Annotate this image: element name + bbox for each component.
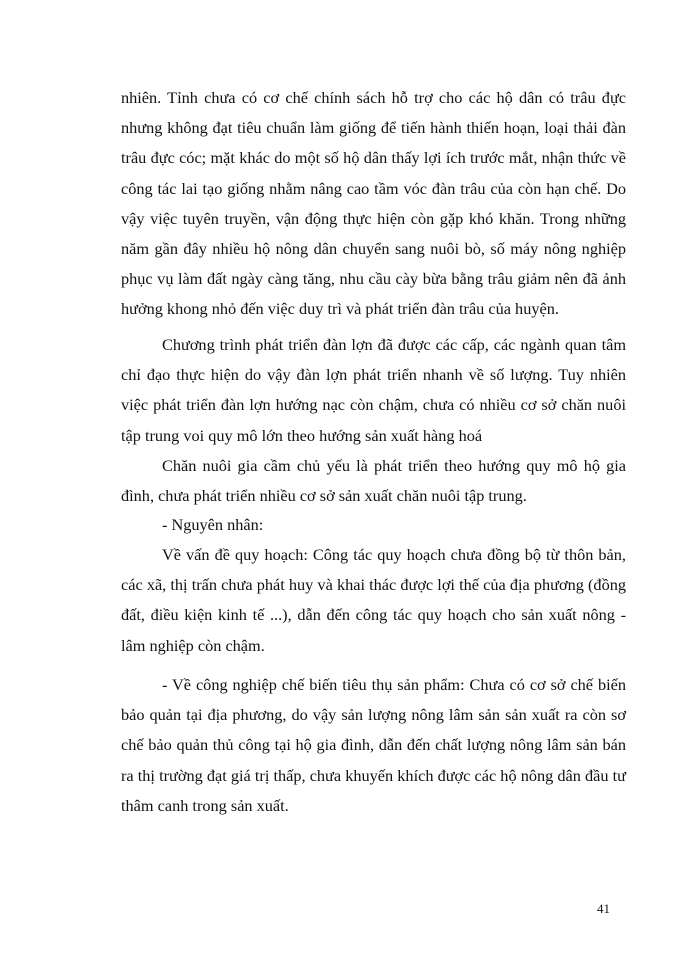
- paragraph-poultry: Chăn nuôi gia cầm chủ yếu là phát triển theo hướng quy mô hộ gia đình, chưa phát triển nhiều cơ sở sản xuất chăn nuôi tập trung.: [121, 456, 626, 506]
- page-number: 41: [597, 901, 610, 916]
- paragraph-pig-program: Chương trình phát triển đàn lợn đã được các cấp, các ngành quan tâm chỉ đạo thực hiện do vậy đàn lợn phát triển nhanh về số lượng. Tuy nhiên việc phát triển đàn lợn hướng nạc còn chậm, chưa có nhiều cơ sở chăn nuôi tập trung voi quy mô lớn theo hướng sản xuất hàng hoá: [121, 335, 626, 445]
- paragraph-processing-industry: - Về công nghiệp chế biến tiêu thụ sản phẩm: Chưa có cơ sở chế biến bảo quản tại địa phương, do vậy sản lượng nông lâm sản sản xuất ra còn sơ chế bảo quản thủ công tại hộ gia đình, dẫn đến chất lượng nông lâm sản bán ra thị trường đạt giá trị thấp, chưa khuyến khích được các hộ nông dân đầu tư thâm canh trong sản xuất.: [121, 675, 626, 815]
- paragraph-causes-heading: - Nguyên nhân:: [162, 515, 264, 534]
- paragraph-buffalo-policy: nhiên. Tỉnh chưa có cơ chế chính sách hỗ trợ cho các hộ dân có trâu đực nhưng không đạt tiêu chuẩn làm giống để tiến hành thiến hoạn, loại thải đàn trâu đực cóc; mặt khác do một số hộ dân thấy lợi ích trước mắt, nhận thức về công tác lai tạo giống nhằm nâng cao tầm vóc đàn trâu của còn hạn chế. Do vậy việc tuyên truyền, vận động thực hiện còn gặp khó khăn. Trong những năm gần đây nhiều hộ nông dân chuyển sang nuôi bò, số máy nông nghiệp phục vụ làm đất ngày càng tăng, nhu cầu cày bừa bằng trâu giảm nên đã ảnh hưởng khong nhỏ đến việc duy trì và phát triển đàn trâu của huyện.: [121, 88, 626, 319]
- paragraph-planning: Về vấn đề quy hoạch: Công tác quy hoạch chưa đồng bộ từ thôn bản, các xã, thị trấn chưa phát huy và khai thác được lợi thế của địa phương (đồng đất, điều kiện kinh tế ...), dẫn đến công tác quy hoạch cho sản xuất nông - lâm nghiệp còn chậm.: [121, 545, 626, 655]
